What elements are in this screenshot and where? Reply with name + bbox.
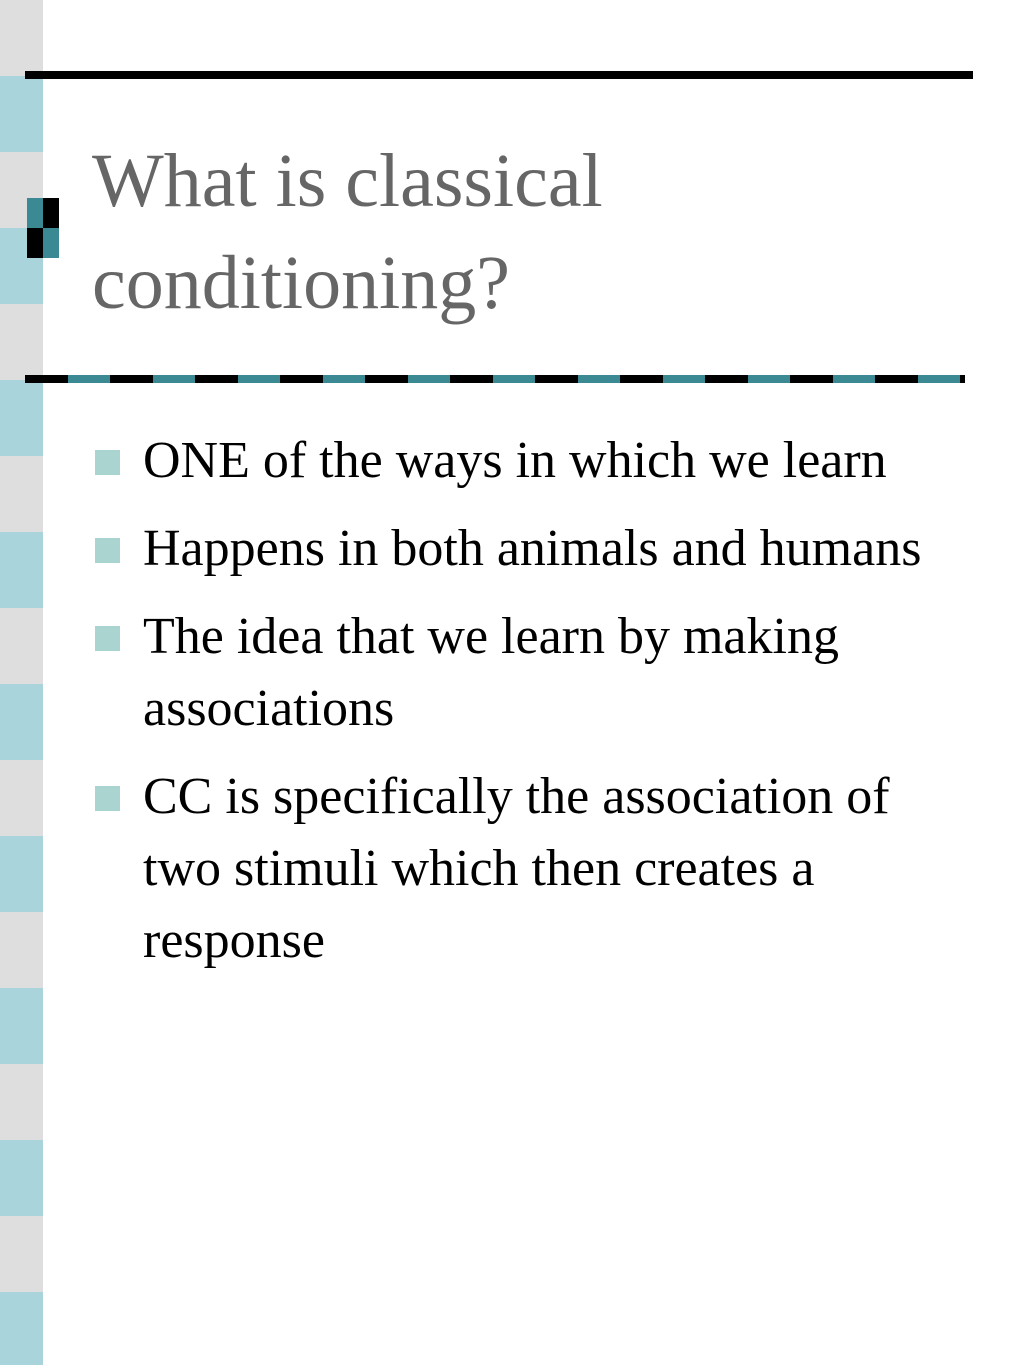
marker-square-black <box>27 228 43 258</box>
marker-square-teal <box>27 198 43 228</box>
square-bullet-icon <box>95 538 120 563</box>
bullet-item <box>95 513 975 585</box>
square-bullet-icon <box>95 626 120 651</box>
marker-square-black <box>43 198 59 228</box>
slide-title: What is classical conditioning? <box>92 139 603 325</box>
marker-square-teal <box>43 228 59 258</box>
bullet-item <box>95 601 975 745</box>
top-divider-line <box>25 71 973 79</box>
dashed-divider-line <box>25 375 965 383</box>
bullet-list <box>95 425 975 993</box>
bullet-text: CC is specifically the association of two stimuli which then creates a response <box>143 768 890 969</box>
bullet-text: ONE of the ways in which we learn <box>143 432 887 489</box>
square-bullet-icon <box>95 450 120 475</box>
bullet-text: Happens in both animals and humans <box>143 520 922 577</box>
checkered-square-icon <box>27 198 59 258</box>
bullet-item <box>95 761 975 977</box>
bullet-item <box>95 425 975 497</box>
bullet-text: The idea that we learn by making associations <box>143 608 839 737</box>
square-bullet-icon <box>95 786 120 811</box>
